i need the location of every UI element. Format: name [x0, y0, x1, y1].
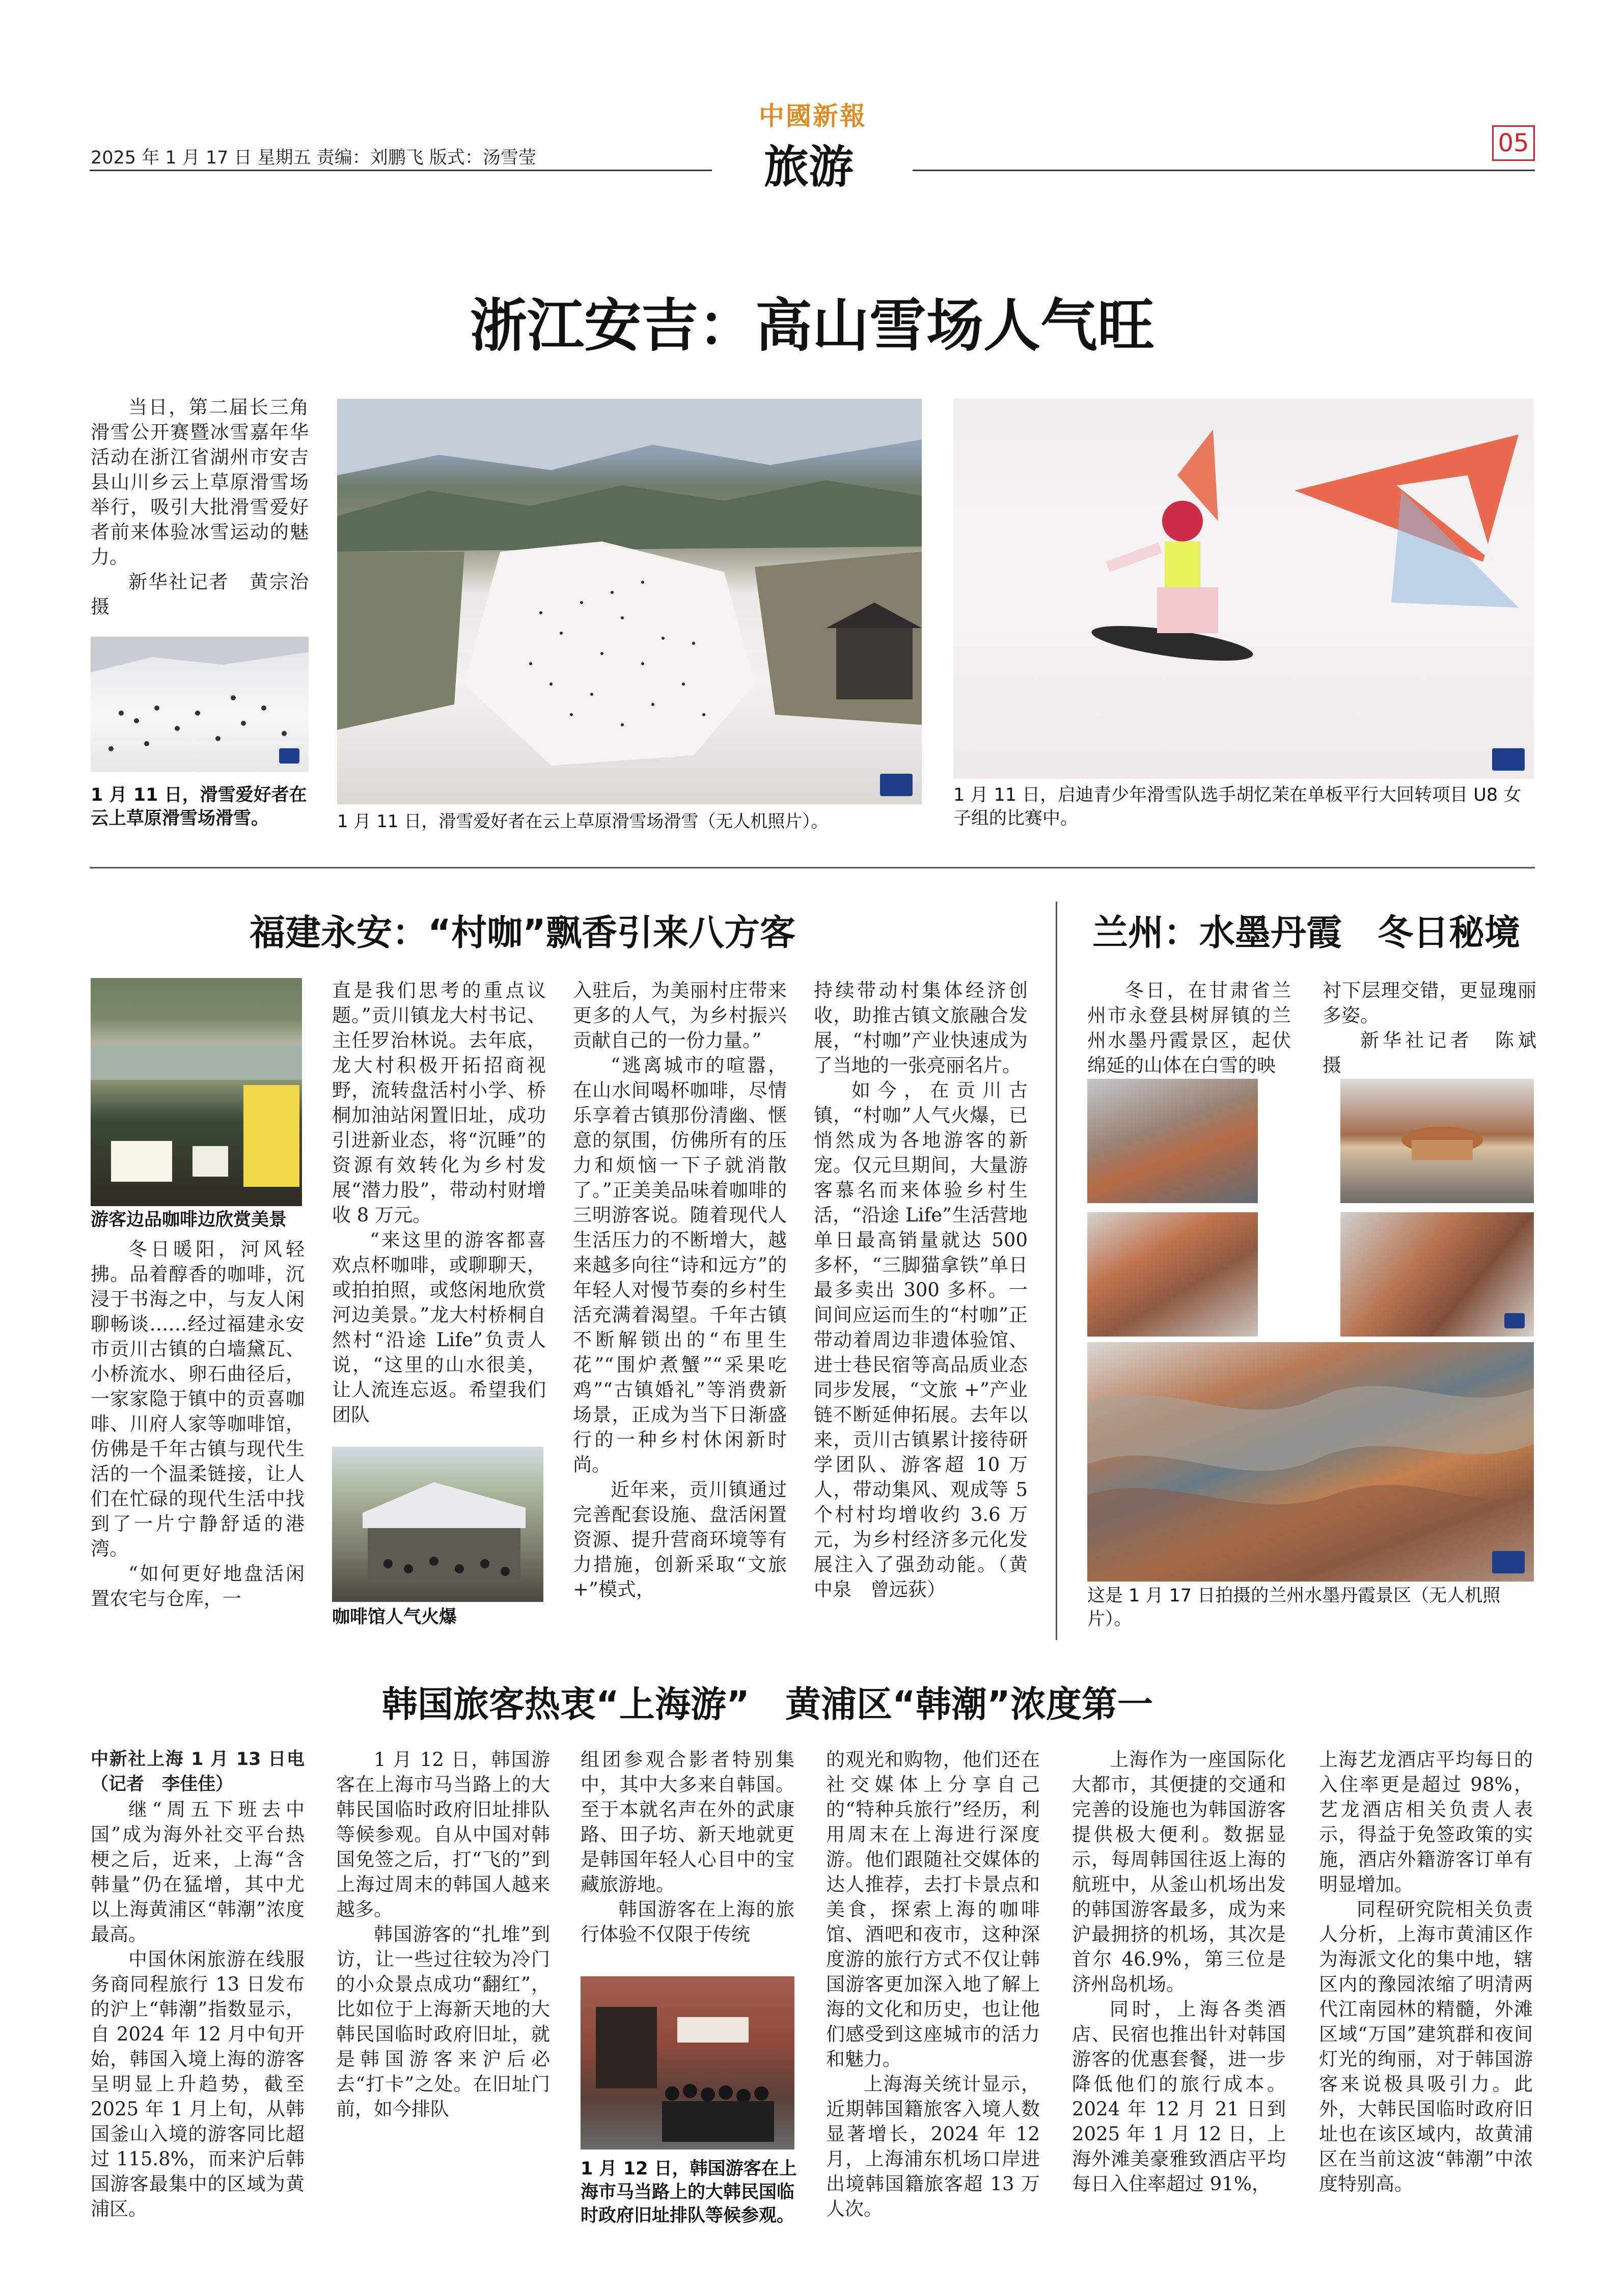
korea-col-6 [1319, 1747, 1533, 2196]
xinhua-badge-icon [1492, 1551, 1525, 1573]
paragraph: 近年来，贡川镇通过完善配套设施、盘活闲置资源、提升营商环境等有力措施，创新采取“文旅 +”模式， [573, 1479, 787, 1600]
riverside-illustration [91, 978, 302, 1206]
cafe-photo [332, 1447, 543, 1602]
xinhua-badge-icon [880, 774, 913, 796]
korea-headline: 韩国旅客热衷“上海游” 黄浦区“韩潮”浓度第一 [382, 1683, 1153, 1725]
snowboard-photo [953, 399, 1534, 779]
ski-small-illustration [91, 637, 309, 772]
korea-photo-caption: 1 月 12 日，韩国游客在上海市马当路上的大韩民国临时政府旧址排队等候参观。 [581, 2159, 797, 2226]
ski-aerial-illustration [337, 399, 922, 804]
cafe-illustration [332, 1447, 543, 1602]
danxia-photo-1 [1087, 1079, 1258, 1203]
lanzhou-headline: 兰州：水墨丹霞 冬日秘境 [1092, 912, 1520, 954]
cafe-caption: 咖啡馆人气火爆 [332, 1607, 457, 1627]
page-number: 05 [1492, 125, 1535, 161]
section-divider-1 [90, 867, 1535, 868]
paragraph: 韩国游客的“扎堆”到访，让一些过往较为冷门的小众景点成功“翻红”，比如位于上海新天地的大韩民国临时政府旧址，就是韩国游客来沪后必去“打卡”之处。在旧址门前，如今排队 [336, 1923, 550, 2120]
xinhua-badge-icon [1504, 1313, 1525, 1328]
lanzhou-col-1 [1087, 978, 1291, 1078]
paragraph: 同时，上海各类酒店、民宿也推出针对韩国游客的优惠套餐，进一步降低他们的旅行成本。2024 年 12 月 21 日到 2025 年 1 月 12 日，上海外滩美豪雅致酒店平均每日入住率超过 91%， [1072, 1998, 1286, 2195]
ski-aerial-caption: 1 月 11 日，滑雪爱好者在云上草原滑雪场滑雪（无人机照片）。 [337, 811, 829, 832]
date-line: 2025 年 1 月 17 日 星期五 责编：刘鹏飞 版式：汤雪莹 [91, 148, 536, 168]
lanzhou-credit: 新华社记者 陈斌 摄 [1323, 1029, 1555, 1076]
paragraph: 中国休闲旅游在线服务商同程旅行 13 日发布的沪上“韩潮”指数显示，自 2024 年 12 月中旬开始，韩国入境上海的游客呈明显上升趋势，截至 2025 年 1 月上旬，从韩国釜山入境的游客同比超过 115.8%，而来沪后韩国游客最集中的区域为黄浦区。 [91, 1948, 305, 2220]
riverside-caption: 游客边品咖啡边欣赏美景 [91, 1210, 287, 1230]
paragraph: 衬下层理交错，更显瑰丽多姿。 [1323, 979, 1536, 1026]
danxia-photo-2 [1087, 1212, 1258, 1337]
danxia-photo-4 [1340, 1212, 1534, 1337]
lanzhou-caption: 这是 1 月 17 日拍摄的兰州水墨丹霞景区（无人机照片）。 [1087, 1586, 1501, 1629]
paragraph: “如何更好地盘活闲置农宅与仓库，一 [91, 1563, 305, 1610]
korea-col-5 [1072, 1747, 1286, 2196]
lead-credit: 新华社记者 黄宗治 摄 [91, 571, 327, 618]
paragraph: 上海海关统计显示，近期韩国籍旅客入境人数显著增长，2024 年 12 月，上海浦东机场口岸进出境韩国籍旅客超 13 万人次。 [826, 2073, 1040, 2220]
paragraph: 入驻后，为美丽村庄带来更多的人气，为乡村振兴贡献自己的一份力量。” [573, 979, 787, 1051]
paragraph: 1 月 12 日，韩国游客在上海市马当路上的大韩民国临时政府旧址排队等候参观。自从中国对韩国免签之后，打“飞的”到上海过周末的韩国人越来越多。 [336, 1749, 550, 1920]
paragraph: 组团参观合影者特别集中，其中大多来自韩国。至于本就名声在外的武康路、田子坊、新天地就更是韩国年轻人心目中的宝藏旅游地。 [581, 1749, 794, 1895]
lead-intro-text: 当日，第二届长三角滑雪公开赛暨冰雪嘉年华活动在浙江省湖州市安吉县山川乡云上草原滑雪场举行，吸引大批滑雪爱好者前来体验冰雪运动的魅力。 [91, 396, 309, 568]
tourists-illustration [581, 1976, 794, 2149]
lead-headline: 浙江安吉：高山雪场人气旺 [470, 293, 1154, 359]
paragraph: 韩国游客在上海的旅行体验不仅限于传统 [581, 1898, 794, 1945]
paragraph: 的观光和购物，他们还在社交媒体上分享自己的“特种兵旅行”经历，利用周末在上海进行深度游。他们跟随社交媒体的达人推荐，去打卡景点和美食，探索上海的咖啡馆、酒吧和夜市，这种深度游的旅行方式不仅让韩国游客更加深入地了解上海的文化和历史，也让他们感受到这座城市的活力和魅力。 [826, 1749, 1040, 2070]
danxia-aerial-photo [1087, 1342, 1534, 1582]
fujian-col-2 [332, 978, 546, 1427]
snowboard-caption: 1 月 11 日，启迪青少年滑雪队选手胡忆茉在单板平行大回转项目 U8 女子组的比赛中。 [953, 785, 1522, 829]
korea-col-4 [826, 1747, 1040, 2221]
paragraph: “逃离城市的喧嚣，在山水间喝杯咖啡，尽情乐享着古镇那份清幽、惬意的氛围，仿佛所有的压力和烦恼一下子就消散了。”正美美品味着咖啡的三明游客说。随着现代人生活压力的不断增大，越来越多向往“诗和远方”的年轻人对慢节奏的乡村生活充满着渴望。千年古镇不断解锁出的“布里生花”“围炉煮蟹”“采果吃鸡”“古镇婚礼”等消费新场景，正成为当下日渐盛行的一种乡村休闲新时尚。 [573, 1054, 787, 1476]
lead-intro [91, 395, 327, 619]
korea-col-2 [336, 1747, 550, 2121]
pavilion-illustration [1340, 1079, 1534, 1203]
xinhua-badge-icon [279, 748, 299, 764]
section-title: 旅游 [764, 141, 854, 193]
paragraph: 继“周五下班去中国”成为海外社交平台热梗之后，近来，上海“含韩量”仍在猛增，其中尤以上海黄浦区“韩潮”浓度最高。 [91, 1799, 305, 1945]
riverside-coffee-photo [91, 978, 302, 1206]
korean-tourists-photo [581, 1976, 794, 2149]
korea-dateline: 中新社上海 1 月 13 日电（记者 李佳佳） [91, 1749, 305, 1794]
fujian-col-1 [91, 1237, 305, 1611]
lanzhou-col-2 [1323, 978, 1555, 1078]
fujian-col-4 [814, 978, 1028, 1602]
snowboard-illustration [953, 399, 1534, 779]
paragraph: 冬日暖阳，河风轻拂。品着醇香的咖啡，沉浸于书海之中，与友人闲聊畅谈……经过福建永安市贡川古镇的白墙黛瓦、小桥流水、卵石曲径后，一家家隐于镇中的贡喜咖啡、川府人家等咖啡馆，仿佛是千年古镇与现代生活的一个温柔链接，让人们在忙碌的现代生活中找到了一片宁静舒适的港湾。 [91, 1238, 305, 1560]
paragraph: 上海艺龙酒店平均每日的入住率更是超过 98%，艺龙酒店相关负责人表示，得益于免签政策的实施，酒店外籍游客订单有明显增加。 [1319, 1749, 1533, 1895]
xinhua-badge-icon [1492, 748, 1525, 771]
paper-logo: 中國新報 [759, 101, 867, 131]
fujian-col-3 [573, 978, 787, 1602]
fujian-headline: 福建永安：“村咖”飘香引来八方客 [250, 912, 796, 954]
paragraph: 同程研究院相关负责人分析，上海市黄浦区作为海派文化的集中地，辖区内的豫园浓缩了明清两代江南园林的精髓，外滩区域“万国”建筑群和夜间灯光的绚丽，对于韩国游客来说极具吸引力。此外，大韩民国临时政府旧址也在该区域内，故黄浦区在当前这波“韩潮”中浓度特别高。 [1319, 1898, 1533, 2195]
ski-small-caption: 1 月 11 日，滑雪爱好者在云上草原滑雪场滑雪。 [91, 785, 307, 829]
ski-small-photo [91, 637, 309, 772]
paragraph: 冬日，在甘肃省兰州市永登县树屏镇的兰州水墨丹霞景区，起伏绵延的山体在白雪的映 [1087, 979, 1291, 1076]
paragraph: 直是我们思考的重点议题。”贡川镇龙大村书记、主任罗治林说。去年底，龙大村积极开拓招商视野，流转盘活村小学、桥桐加油站闲置旧址，成功引进新业态，将“沉睡”的资源有效转化为乡村发展“潜力股”，带动村财增收 8 万元。 [332, 979, 546, 1226]
column-divider-vertical [1056, 902, 1057, 1640]
masthead-rule-left [90, 170, 712, 171]
korea-col-1 [91, 1747, 305, 2221]
paragraph: “来这里的游客都喜欢点杯咖啡，或聊聊天，或拍拍照，或悠闲地欣赏河边美景。”龙大村桥桐自然村“沿途 Life”负责人说，“这里的山水很美，让人流连忘返。希望我们团队 [332, 1229, 546, 1426]
paragraph: 上海作为一座国际化大都市，其便捷的交通和完善的设施也为韩国游客提供极大便利。数据显示，每周韩国往返上海的航班中，从釜山机场出发的韩国游客最多，成为来沪最拥挤的机场，其次是首尔 46.9%，第三位是济州岛机场。 [1072, 1749, 1286, 1995]
masthead-rule-right [913, 170, 1535, 171]
paragraph: 如今，在贡川古镇，“村咖”人气火爆，已悄然成为各地游客的新宠。仅元旦期间，大量游客慕名而来体验乡村生活，“沿途 Life”生活营地单日最高销量就达 500 多杯，“三脚猫拿铁”单日最多卖出 300 多杯。一间间应运而生的“村咖”正带动着周边非遗体验馆、进士巷民宿等高品质业态同步发展，“文旅 +”产业链不断延伸拓展。去年以来，贡川古镇累计接待研学团队、游客超 10 万人，带动集风、观成等 5 个村村均增收约 3.6 万元，为乡村经济多元化发展注入了强劲动能。（黄中泉 曾远荻） [814, 1079, 1028, 1600]
danxia-photo-3 [1340, 1079, 1534, 1203]
ski-aerial-photo [337, 399, 922, 804]
paragraph: 持续带动村集体经济创收，助推古镇文旅融合发展，“村咖”产业快速成为了当地的一张亮丽名片。 [814, 979, 1028, 1076]
danxia-aerial-illustration [1087, 1342, 1534, 1582]
korea-col-3 [581, 1747, 794, 1947]
